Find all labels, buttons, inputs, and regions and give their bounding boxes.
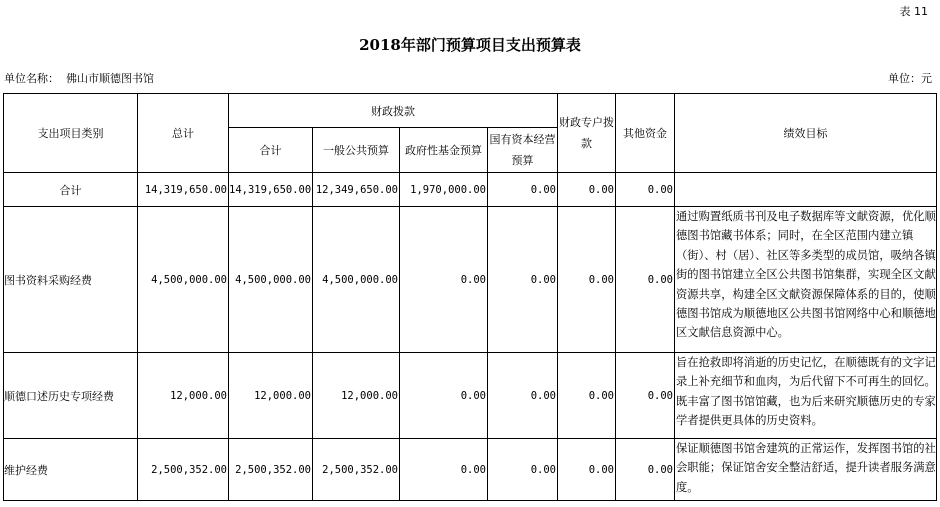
header-other-funds: 其他资金: [616, 94, 675, 173]
cell-state-capital: 0.00: [488, 173, 558, 207]
header-fiscal: 财政拨款: [229, 94, 558, 128]
unit-name: [4, 70, 154, 86]
unit-name-label: 单位名称：: [4, 72, 59, 85]
cell-total: 14,319,650.00: [138, 173, 229, 207]
cell-total: 4,500,000.00: [138, 207, 229, 353]
table-row: [4, 207, 937, 353]
header-state-capital: 国有资本经营预算: [488, 128, 558, 173]
cell-other: 0.00: [616, 173, 675, 207]
cell-special: 0.00: [558, 207, 616, 353]
cell-gov-fund: 0.00: [400, 207, 488, 353]
cell-fiscal-total: 4,500,000.00: [229, 207, 313, 353]
cell-total: 2,500,352.00: [138, 439, 229, 501]
cell-goal: 旨在抢救即将消逝的历史记忆，在顺德既有的文字记录上补充细节和血肉，为后代留下不可再生的回忆。既丰富了图书馆馆藏，也为后来研究顺德历史的专家学者提供更具体的历史资料。: [675, 353, 937, 439]
row-name: 合计: [4, 173, 138, 207]
row-name: 顺德口述历史专项经费: [4, 353, 138, 439]
cell-other: 0.00: [616, 207, 675, 353]
header-special-fiscal: 财政专户拨款: [558, 94, 616, 173]
cell-other: 0.00: [616, 439, 675, 501]
cell-goal: [675, 173, 937, 207]
cell-goal: 通过购置纸质书刊及电子数据库等文献资源，优化顺德图书馆藏书体系；同时，在全区范围内建立镇（街）、村（居）、社区等多类型的成员馆，吸纳各镇街的图书馆建立全区公共图书馆集群，实现全区文献资源共享，构建全区文献资源保障体系的目的，使顺德图书馆成为顺德地区公共图书馆网络中心和顺德地区文献信息资源中心。: [675, 207, 937, 353]
cell-gov-fund: 0.00: [400, 353, 488, 439]
cell-general: 2,500,352.00: [313, 439, 400, 501]
header-general-budget: 一般公共预算: [313, 128, 400, 173]
table-row: [4, 439, 937, 501]
page-title: 2018年部门预算项目支出预算表: [359, 36, 581, 54]
cell-fiscal-total: 2,500,352.00: [229, 439, 313, 501]
header-gov-fund: 政府性基金预算: [400, 128, 488, 173]
cell-other: 0.00: [616, 353, 675, 439]
row-name: 图书资料采购经费: [4, 207, 138, 353]
cell-state-capital: 0.00: [488, 353, 558, 439]
cell-gov-fund: 0.00: [400, 439, 488, 501]
cell-goal: 保证顺德图书馆舍建筑的正常运作，发挥图书馆的社会职能；保证馆舍安全整洁舒适，提升读者服务满意度。: [675, 439, 937, 501]
cell-general: 12,000.00: [313, 353, 400, 439]
table-row: [4, 353, 937, 439]
header-goals: 绩效目标: [675, 94, 937, 173]
budget-table: [3, 93, 937, 501]
header-total: 总计: [138, 94, 229, 173]
cell-gov-fund: 1,970,000.00: [400, 173, 488, 207]
header-category: 支出项目类别: [4, 94, 138, 173]
table-row: [4, 173, 937, 207]
unit-info-row: [4, 70, 932, 86]
cell-state-capital: 0.00: [488, 207, 558, 353]
cell-special: 0.00: [558, 173, 616, 207]
cell-fiscal-total: 12,000.00: [229, 353, 313, 439]
cell-special: 0.00: [558, 353, 616, 439]
cell-state-capital: 0.00: [488, 439, 558, 501]
cell-fiscal-total: 14,319,650.00: [229, 173, 313, 207]
table-number: 表 11: [899, 5, 928, 18]
cell-general: 4,500,000.00: [313, 207, 400, 353]
cell-general: 12,349,650.00: [313, 173, 400, 207]
cell-special: 0.00: [558, 439, 616, 501]
unit-name-value: 佛山市顺德图书馆: [66, 72, 154, 85]
row-name: 维护经费: [4, 439, 138, 501]
cell-total: 12,000.00: [138, 353, 229, 439]
header-fiscal-total: 合计: [229, 128, 313, 173]
currency-unit: 单位：元: [888, 72, 932, 85]
